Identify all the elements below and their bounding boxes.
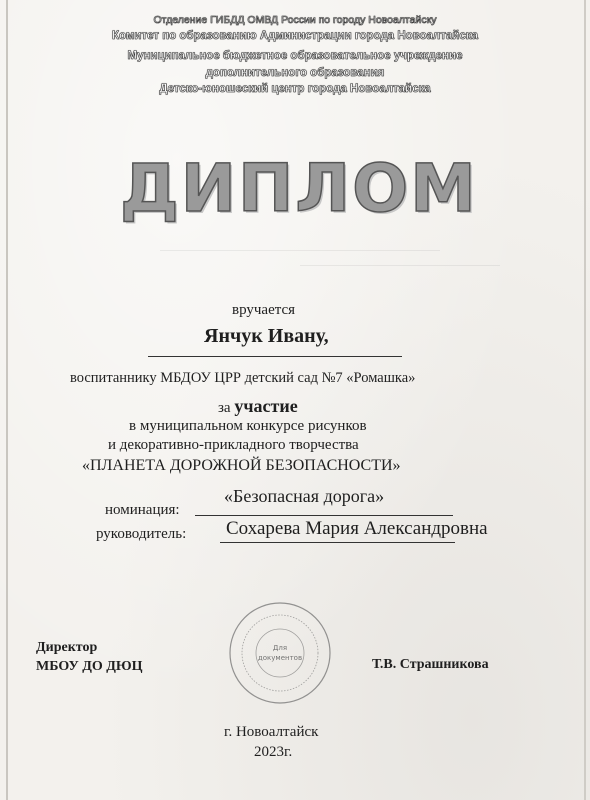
- pupil-of-text: воспитаннику МБДОУ ЦРР детский сад №7 «Ромашка»: [70, 370, 416, 386]
- header-line-2: Комитет по образованию Администрации города Новоалтайска: [112, 30, 478, 42]
- awarded-text: вручается: [232, 302, 296, 318]
- recipient-name: Янчук Ивану,: [204, 325, 329, 347]
- contest-line-2: и декоративно-прикладного творчества: [108, 437, 359, 453]
- header-line-3: Муниципальное бюджетное образовательное учреждение: [127, 50, 463, 62]
- nomination-label: номинация:: [105, 502, 180, 518]
- contest-line-1: в муниципальном конкурсе рисунков: [129, 418, 367, 434]
- director-organization: МБОУ ДО ДЮЦ: [36, 659, 143, 674]
- contest-title: «ПЛАНЕТА ДОРОЖНОЙ БЕЗОПАСНОСТИ»: [82, 457, 401, 474]
- diploma-title: ДИПЛОМ: [120, 150, 478, 227]
- header-line-1: Отделение ГИБДД ОМВД России по городу Новоалтайску: [153, 14, 437, 26]
- nomination-underline: [195, 515, 453, 516]
- for-participation-strong: участие: [234, 396, 298, 416]
- stamp-center-text-2: документов: [257, 654, 303, 662]
- page-edge-right: [584, 0, 586, 800]
- nomination-value: «Безопасная дорога»: [224, 486, 385, 506]
- header-line-4: дополнительного образования: [205, 67, 385, 79]
- scan-artifact: [300, 265, 500, 266]
- scan-artifact: [160, 250, 440, 251]
- for-prefix: за: [218, 400, 231, 416]
- round-stamp: [225, 598, 335, 708]
- recipient-underline: [148, 356, 402, 357]
- header-line-5: Детско-юношеский центр города Новоалтайска: [159, 83, 431, 95]
- stamp-center-text-1: Для: [272, 644, 288, 652]
- supervisor-label: руководитель:: [96, 526, 187, 542]
- supervisor-name: Сохарева Мария Александровна: [226, 518, 488, 539]
- city: г. Новоалтайск: [224, 724, 319, 740]
- supervisor-underline: [220, 542, 455, 543]
- page-edge-left: [6, 0, 8, 800]
- director-name: Т.В. Страшникова: [372, 657, 489, 672]
- director-title: Директор: [36, 640, 98, 655]
- for-participation: [218, 396, 298, 417]
- year: 2023г.: [254, 744, 293, 760]
